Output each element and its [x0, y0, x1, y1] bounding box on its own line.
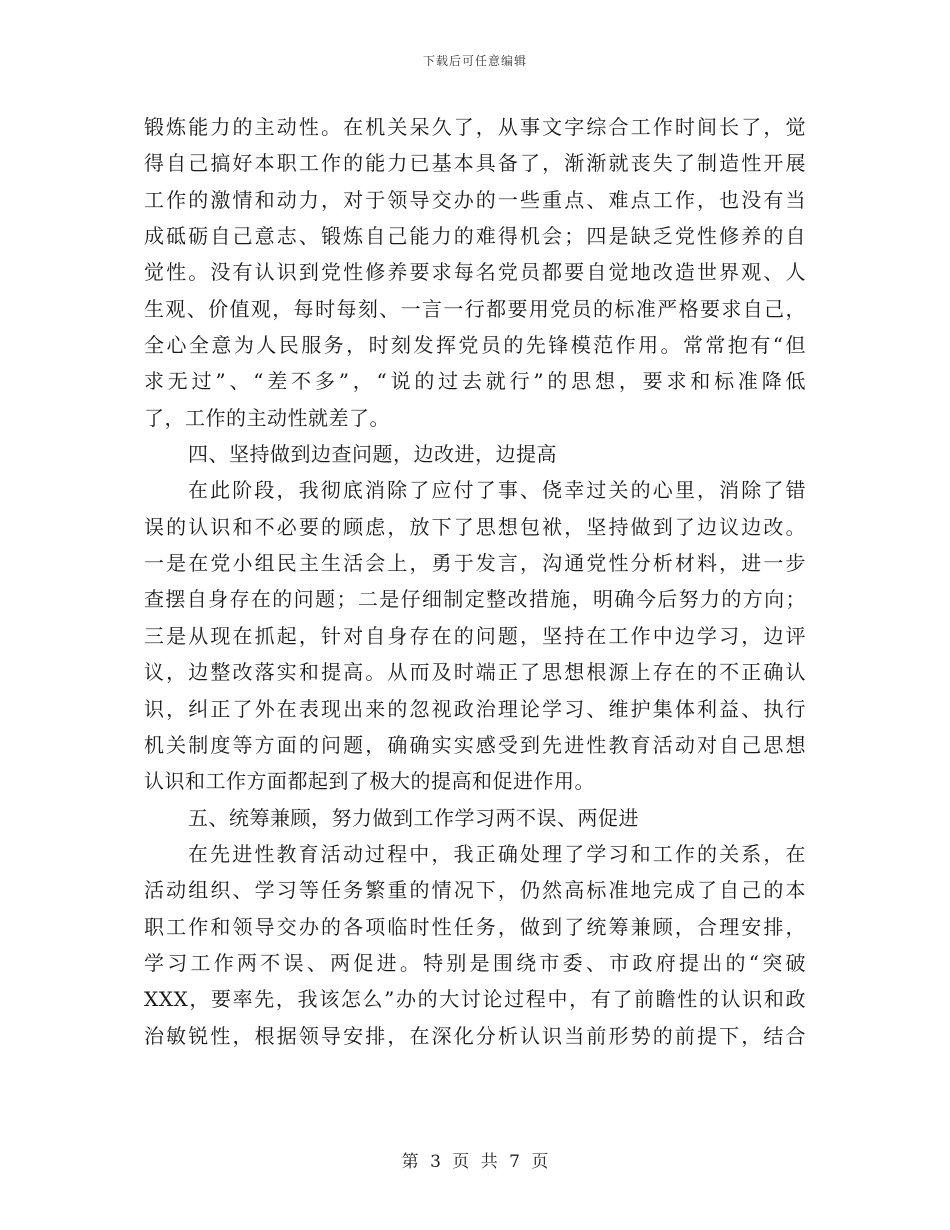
text-line: 活动组织、学习等任务繁重的情况下，仍然高标准地完成了自己的本 [144, 878, 806, 903]
text-line: 在此阶段，我彻底消除了应付了事、侥幸过关的心里，消除了错 [188, 478, 806, 503]
document-body [144, 109, 806, 1054]
text-line: 识，纠正了外在表现出来的忽视政治理论学习、维护集体利益、执行 [144, 696, 806, 721]
text-line: 认识和工作方面都起到了极大的提高和促进作用。 [144, 769, 595, 794]
text-line: 三是从现在抓起，针对自身存在的问题，坚持在工作中边学习，边评 [144, 623, 806, 648]
text-line: 成砥砺自己意志、锻炼自己能力的难得机会；四是缺乏党性修养的自 [144, 224, 806, 249]
text-line: 了，工作的主动性就差了。 [144, 405, 390, 430]
text-line: 得自己搞好本职工作的能力已基本具备了，渐渐就丧失了制造性开展 [144, 151, 806, 176]
text-line: 四、坚持做到边查问题，边改进，边提高 [188, 442, 557, 467]
text-line: 议，边整改落实和提高。从而及时端正了思想根源上存在的不正确认 [144, 660, 806, 685]
text-line: 全心全意为人民服务，时刻发挥党员的先锋模范作用。常常抱有“但 [144, 333, 806, 358]
header-note: 下载后可任意编辑 [422, 54, 527, 68]
text-line: 五、统筹兼顾，努力做到工作学习两不误、两促进 [188, 805, 639, 830]
text-line: 生观、价值观，每时每刻、一言一行都要用党员的标准严格要求自己， [144, 296, 806, 321]
text-line: 职工作和领导交办的各项临时性任务，做到了统筹兼顾，合理安排， [144, 914, 806, 939]
text-line: 误的认识和不必要的顾虑，放下了思想包袱，坚持做到了边议边改。 [144, 514, 806, 539]
text-line: 在先进性教育活动过程中，我正确处理了学习和工作的关系，在 [188, 841, 806, 866]
text-line: 治敏锐性，根据领导安排，在深化分析认识当前形势的前提下，结合 [144, 1023, 806, 1048]
text-line: 锻炼能力的主动性。在机关呆久了，从事文字综合工作时间长了，觉 [144, 115, 806, 139]
text-line: 工作的激情和动力，对于领导交办的一些重点、难点工作，也没有当 [144, 187, 806, 212]
text-line: 求无过”、“差不多”，“说的过去就行”的思想，要求和标准降低 [144, 369, 806, 394]
text-line: 觉性。没有认识到党性修养要求每名党员都要自觉地改造世界观、人 [144, 260, 806, 285]
text-line: 机关制度等方面的问题，确确实实感受到先进性教育活动对自己思想 [144, 732, 806, 757]
text-line: XXX，要率先，我该怎么”办的大讨论过程中，有了前瞻性的认识和政 [144, 987, 806, 1012]
text-line: 查摆自身存在的问题；二是仔细制定整改措施，明确今后努力的方向； [144, 587, 806, 612]
page-number-footer: 第 3 页 共 7 页 [401, 1152, 549, 1172]
text-line: 学习工作两不误、两促进。特别是围绕市委、市政府提出的“突破 [144, 950, 806, 975]
text-line: 一是在党小组民主生活会上，勇于发言，沟通党性分析材料，进一步 [144, 551, 806, 576]
